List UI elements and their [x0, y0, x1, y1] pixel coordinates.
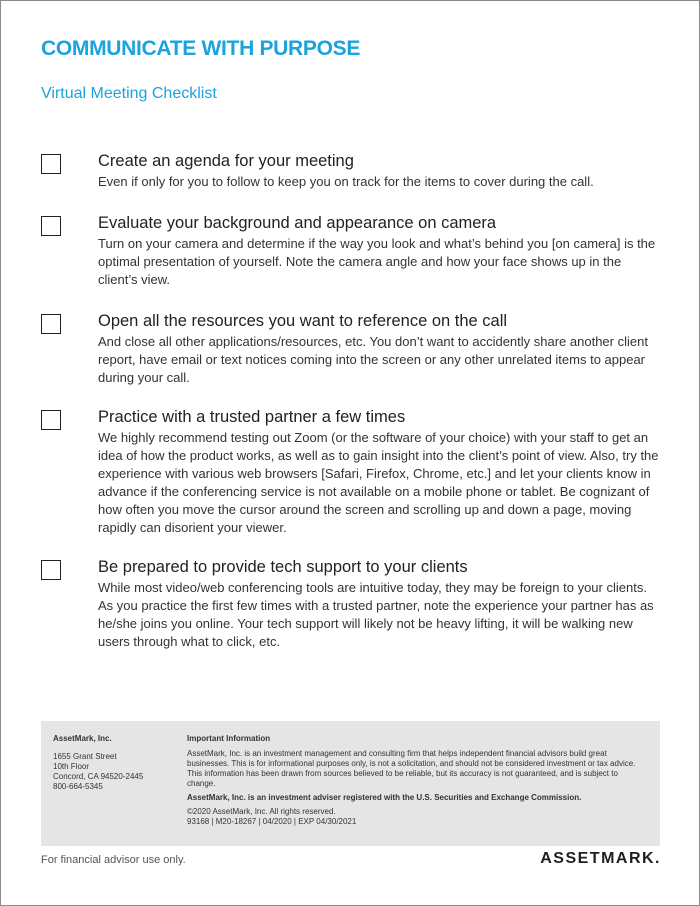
info-heading: Important Information: [187, 734, 271, 743]
copyright: ©2020 AssetMark, Inc. All rights reserved.: [187, 807, 336, 816]
checklist-item-title: Practice with a trusted partner a few times: [98, 408, 406, 426]
assetmark-logo: ASSETMARK.: [540, 850, 661, 867]
checklist-item-body: Turn on your camera and determine if the way you look and what’s behind you [on camera] is the optimal presentation of yourself. Note the camera angle and how your face shows up in the client’s view.: [98, 236, 656, 287]
checkbox[interactable]: [41, 410, 61, 430]
registration-statement: AssetMark, Inc. is an investment adviser registered with the U.S. Securities and Exchange Commission.: [187, 793, 582, 802]
checkbox[interactable]: [41, 154, 61, 174]
checklist-item-body: While most video/web conferencing tools are intuitive today, they may be foreign to your clients. As you practice the first few times with a trusted partner, note the experience your partner has as he/she joins you online. Your tech support will likely not be heavy lifting, it will be walking new users through what to click, etc.: [98, 580, 654, 649]
checklist-item-title: Be prepared to provide tech support to your clients: [98, 558, 468, 576]
info-text: AssetMark, Inc. is an investment management and consulting firm that helps independent financial advisors build great businesses. This is for informational purposes only, is not a solicitation, and should not be considered investment or tax advice. This information has been drawn from sources believed to be reliable, but its accuracy is not guaranteed, and is subject to change.: [187, 749, 636, 788]
checklist-item-body: We highly recommend testing out Zoom (or the software of your choice) with your staff to get an idea of how the product works, as well as to gain insight into the client’s point of view. Also, try the experience with various web browsers [Safari, Firefox, Chrome, etc.] and let your clients know in advance if the conferencing service is not available on a mobile phone or tablet. Be cognizant of how often you move the cursor around the screen and scrolling up and down a page, moving rapidly can disorient your viewer.: [98, 430, 659, 535]
company-phone: 800-664-5345: [53, 782, 103, 791]
checkbox[interactable]: [41, 560, 61, 580]
page-title: COMMUNICATE WITH PURPOSE: [41, 37, 361, 60]
company-address-block: [53, 734, 178, 792]
checklist-item-title: Open all the resources you want to reference on the call: [98, 312, 508, 330]
checkbox[interactable]: [41, 216, 61, 236]
company-floor: 10th Floor: [53, 762, 90, 771]
advisor-use-disclaimer: For financial advisor use only.: [41, 854, 186, 866]
checklist-item-title: Create an agenda for your meeting: [98, 152, 354, 170]
footer-info-box: [41, 721, 660, 846]
checkbox[interactable]: [41, 314, 61, 334]
company-name: AssetMark, Inc.: [53, 734, 112, 743]
important-information-block: [187, 734, 647, 827]
company-street: 1655 Grant Street: [53, 752, 117, 761]
page-subtitle: Virtual Meeting Checklist: [41, 85, 217, 102]
checklist-item-body: And close all other applications/resources, etc. You don’t want to accidently share another client report, have email or text notices coming into the screen or any other unrelated items to appear during your call.: [98, 334, 648, 385]
checklist-item-body: Even if only for you to follow to keep you on track for the items to cover during the call.: [98, 174, 594, 189]
company-city: Concord, CA 94520-2445: [53, 772, 144, 781]
checklist-item-title: Evaluate your background and appearance on camera: [98, 214, 497, 232]
document-code: 93168 | M20-18267 | 04/2020 | EXP 04/30/2021: [187, 817, 357, 826]
